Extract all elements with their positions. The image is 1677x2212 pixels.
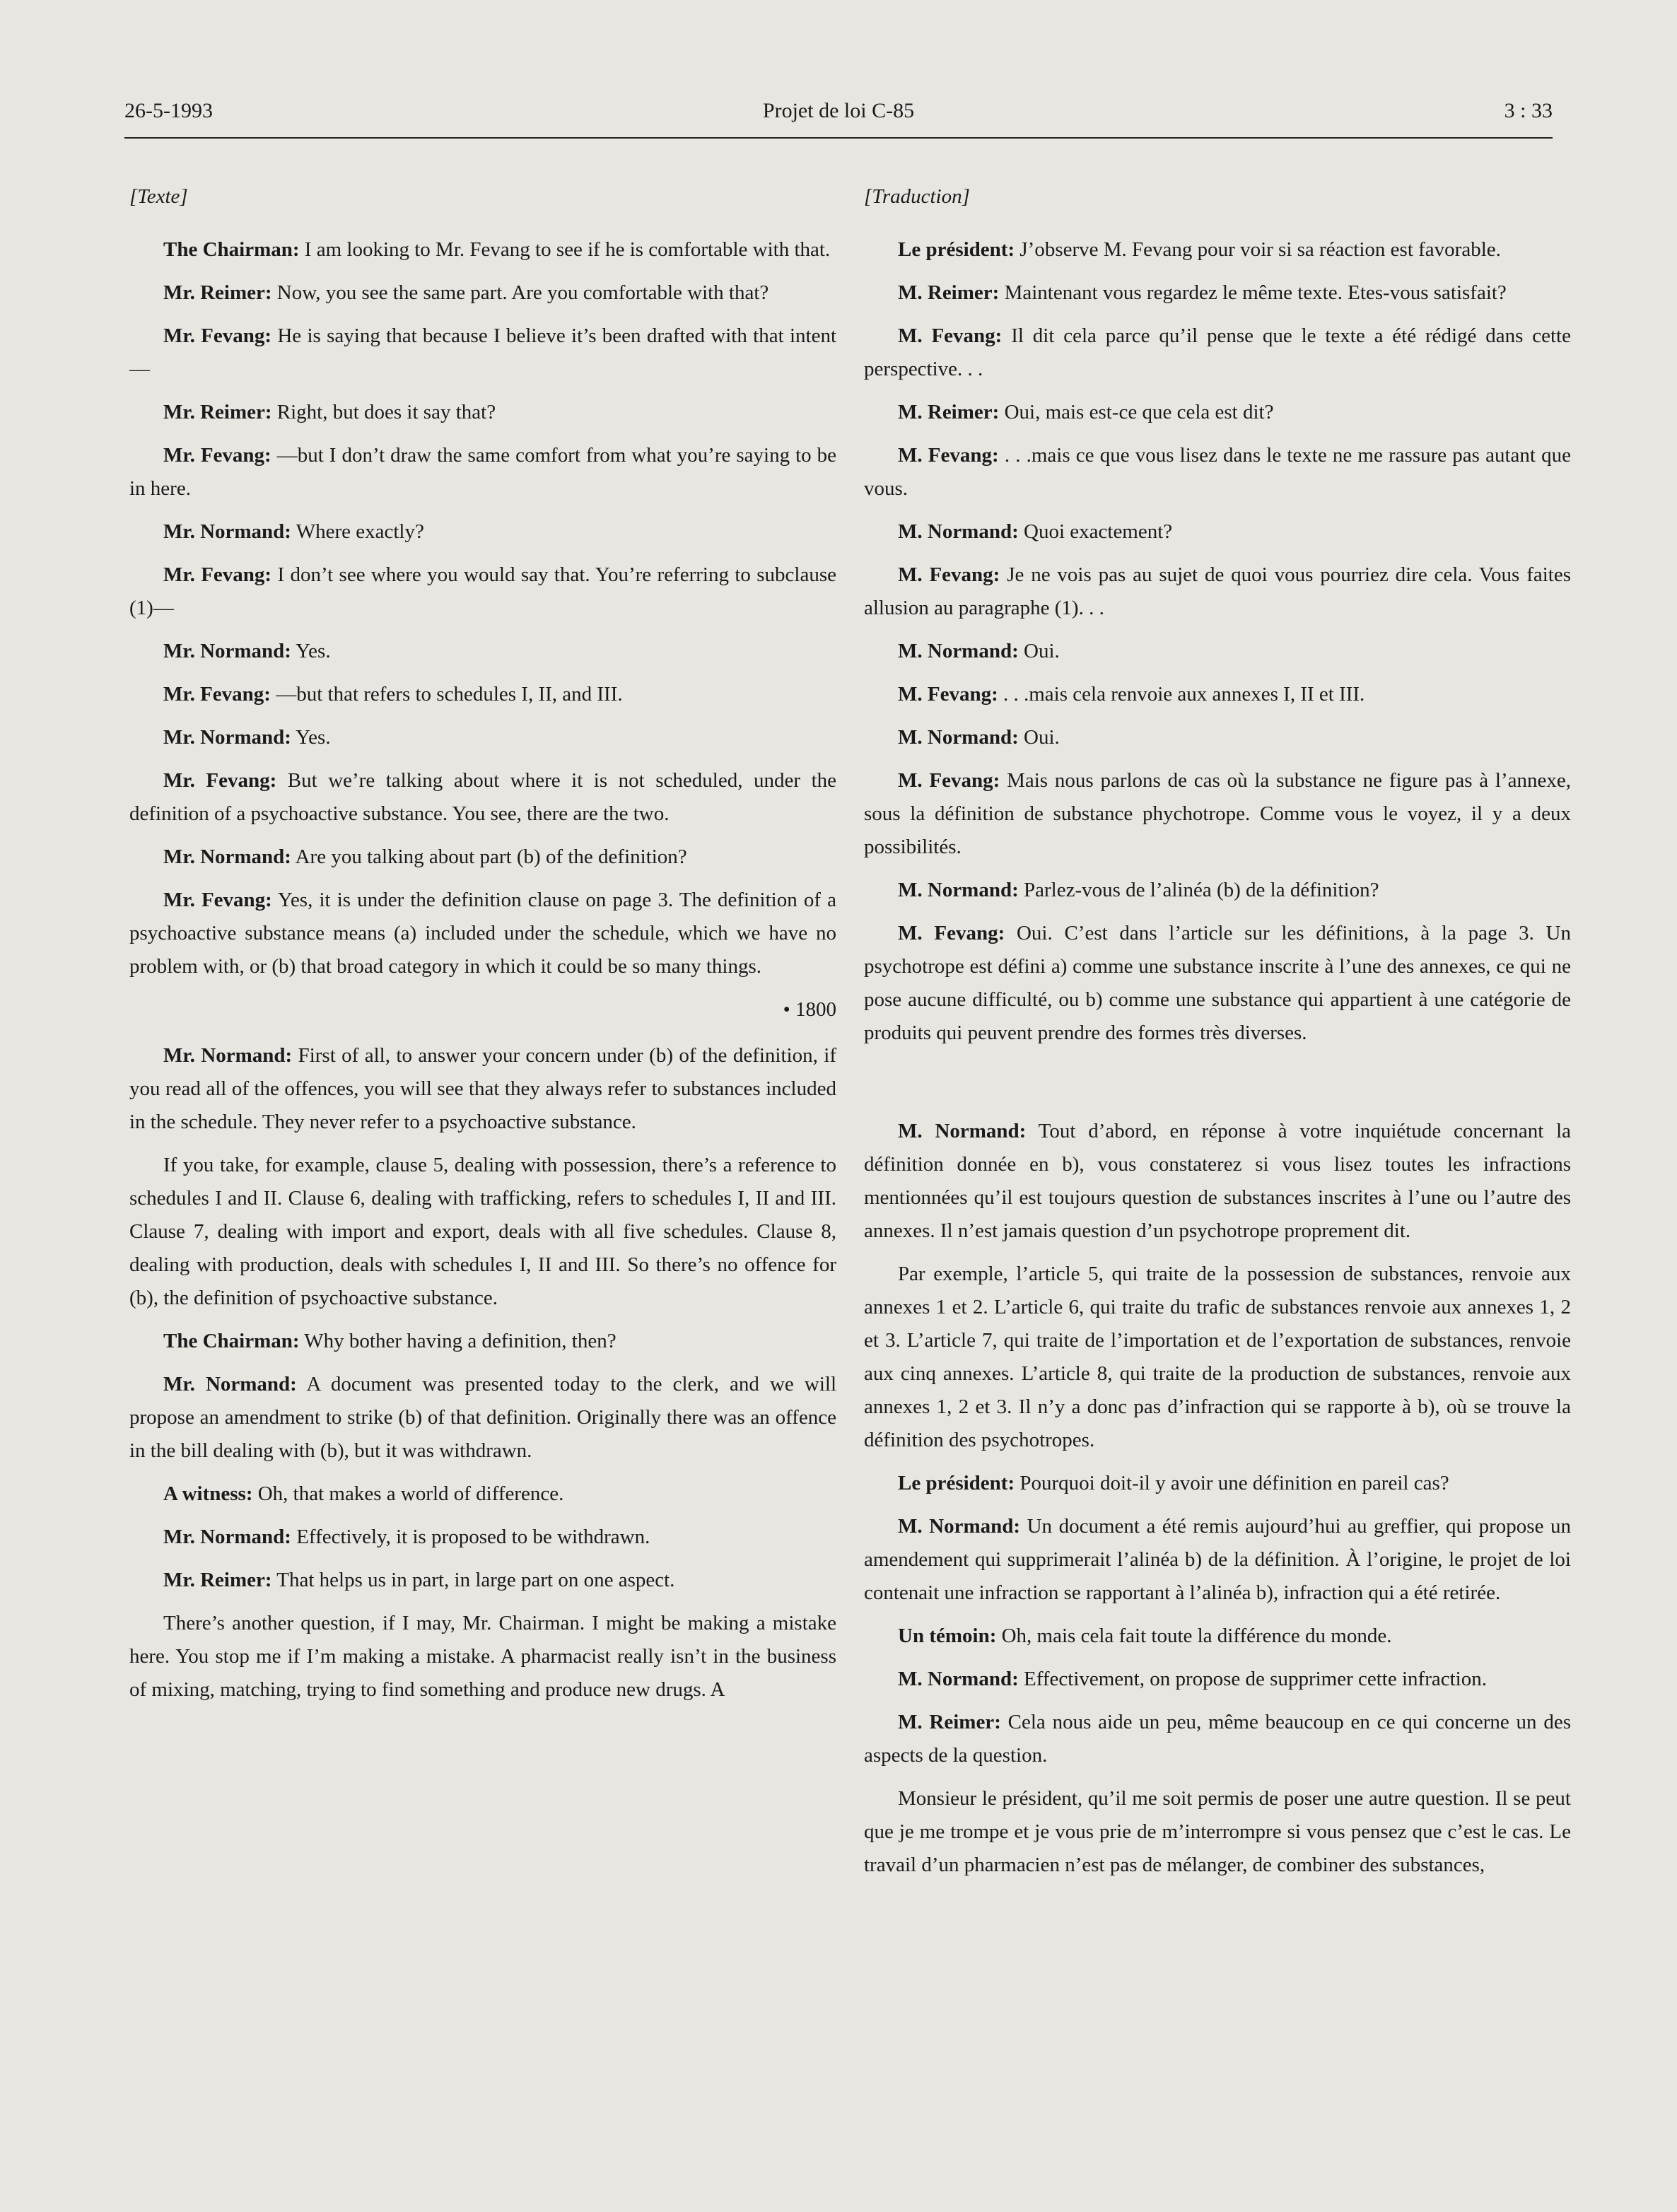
speaker-name: M. Normand: — [898, 1668, 1019, 1690]
speech-text: Il dit cela parce qu’il pense que le texte a été rédigé dans cette perspective. . . — [864, 324, 1571, 380]
speaker-name: M. Fevang: — [898, 769, 1000, 792]
speaker-name: Mr. Normand: — [163, 845, 291, 868]
english-paragraphs — [129, 233, 836, 983]
page-header — [124, 92, 1553, 139]
speaker-name: M. Normand: — [898, 1515, 1021, 1538]
speech-text: Cela nous aide un peu, même beaucoup en ce qui concerne un des aspects de la question. — [864, 1711, 1571, 1767]
speech-text: Why bother having a definition, then? — [299, 1330, 617, 1352]
speaker-name: M. Reimer: — [898, 281, 1000, 304]
speech-paragraph — [864, 276, 1571, 310]
speaker-name: Mr. Reimer: — [163, 281, 272, 304]
speaker-name: Un témoin: — [898, 1625, 997, 1647]
speech-text: Un document a été remis aujourd’hui au greffier, qui propose un amendement qui supprimerait l’alinéa b) de la définition. À l’origine, le projet de loi contenait une infraction se rapportant à l’alinéa b), infraction qui a été retirée. — [864, 1515, 1571, 1604]
speech-paragraph — [129, 320, 836, 386]
speech-text: Oui, mais est-ce que cela est dit? — [999, 401, 1274, 423]
speech-text: Monsieur le président, qu’il me soit permis de poser une autre question. Il se peut que je me trompe et je vous prie de m’interrompre si vous pensez que c’est le cas. Le travail d’un pharmacien n’est pas de mélanger, de combiner des substances, — [864, 1787, 1571, 1876]
speech-paragraph — [864, 1467, 1571, 1500]
speaker-name: M. Fevang: — [898, 563, 1000, 586]
speech-text: Oui. C’est dans l’article sur les définitions, à la page 3. Un psychotrope est défini a) comme une substance inscrite à l’une des annexes, ce qui ne pose aucune difficulté, ou b) comme une substance qui appartient à une catégorie de produits qui peuvent prendre des formes très diverses. — [864, 922, 1571, 1044]
speech-paragraph — [129, 1564, 836, 1597]
speaker-name: Mr. Fevang: — [163, 563, 272, 586]
speaker-name: M. Fevang: — [898, 444, 999, 467]
speech-text: Tout d’abord, en réponse à votre inquiétude concernant la définition donnée en b), vous constaterez si vous lisez toutes les infractions mentionnées qu’il est toujours question de substances inscrites à l’une ou l’autre des annexes. Il n’est jamais question d’un psychotrope proprement dit. — [864, 1120, 1572, 1242]
speaker-name: M. Normand: — [898, 726, 1019, 749]
speech-text: Pourquoi doit-il y avoir une définition en pareil cas? — [1015, 1472, 1449, 1494]
speech-text: If you take, for example, clause 5, dealing with possession, there’s a reference to schedules I and II. Clause 6, dealing with trafficking, refers to schedules I, II and III. Clause 7, dealing with import and export, deals with all five schedules. Clause 8, dealing with production, deals with schedules I, II and III. So there’s no offence for (b), the definition of psychoactive substance. — [129, 1154, 836, 1309]
french-column — [864, 180, 1571, 1892]
speech-paragraph — [864, 233, 1571, 267]
header-date: 26-5-1993 — [124, 99, 213, 122]
speech-paragraph — [864, 439, 1571, 505]
speech-paragraph — [129, 635, 836, 668]
speech-paragraph — [864, 320, 1571, 386]
speech-text: Oh, mais cela fait toute la différence du monde. — [996, 1625, 1392, 1647]
speech-text: First of all, to answer your concern under (b) of the definition, if you read all of the offences, you will see that they always refer to substances included in the schedule. They never refer to a psychoactive substance. — [129, 1044, 836, 1133]
speaker-name: Mr. Fevang: — [163, 444, 271, 467]
speaker-name: Mr. Normand: — [163, 1373, 297, 1395]
speaker-name: M. Fevang: — [898, 683, 998, 706]
speech-text: Where exactly? — [291, 520, 424, 543]
speech-paragraph — [864, 1620, 1571, 1653]
speech-paragraph — [864, 515, 1571, 549]
speech-paragraph — [129, 764, 836, 831]
speaker-name: Mr. Normand: — [163, 640, 291, 662]
speaker-name: Mr. Normand: — [163, 726, 291, 749]
speech-text: Right, but does it say that? — [271, 401, 496, 423]
speech-text: Effectively, it is proposed to be withdrawn. — [291, 1526, 650, 1548]
french-paragraphs-continued — [864, 1115, 1571, 1882]
speaker-name: Mr. Reimer: — [163, 1569, 272, 1591]
speech-text: I am looking to Mr. Fevang to see if he is comfortable with that. — [299, 238, 831, 261]
speech-text: Effectivement, on propose de supprimer cette infraction. — [1018, 1668, 1487, 1690]
header-page-number: 3 : 33 — [1504, 99, 1553, 122]
speaker-name: Mr. Normand: — [163, 1526, 291, 1548]
speech-paragraph — [864, 1782, 1571, 1882]
french-paragraphs — [864, 233, 1571, 1050]
speaker-name: M. Normand: — [898, 640, 1019, 662]
header-title: Projet de loi C-85 — [762, 99, 915, 122]
speaker-name: Mr. Normand: — [163, 520, 291, 543]
speech-paragraph — [129, 1521, 836, 1554]
speech-text: Oui. — [1018, 640, 1060, 662]
speech-text: There’s another question, if I may, Mr. Chairman. I might be making a mistake here. You stop me if I’m making a mistake. A pharmacist really isn’t in the business of mixing, matching, trying to find something and produce new drugs. A — [129, 1612, 836, 1701]
speaker-name: Mr. Fevang: — [163, 889, 272, 911]
speech-paragraph — [129, 396, 836, 429]
speech-paragraph — [129, 884, 836, 983]
speech-paragraph — [129, 1607, 836, 1707]
speaker-name: M. Normand: — [898, 1120, 1027, 1142]
speech-text: Are you talking about part (b) of the definition? — [291, 845, 687, 868]
speech-paragraph — [864, 1258, 1571, 1457]
speaker-name: Mr. Fevang: — [163, 683, 271, 706]
speech-text: Yes. — [291, 640, 331, 662]
english-paragraphs-continued — [129, 1039, 836, 1707]
speech-text: Oh, that makes a world of difference. — [252, 1482, 564, 1505]
speech-paragraph — [129, 1368, 836, 1468]
speaker-name: Mr. Normand: — [163, 1044, 293, 1067]
section-label-texte: [Texte] — [129, 185, 188, 208]
speech-paragraph — [864, 1706, 1571, 1772]
speech-paragraph — [129, 1325, 836, 1358]
speech-paragraph — [864, 558, 1571, 625]
speech-paragraph — [129, 1477, 836, 1511]
speech-text: Oui. — [1018, 726, 1060, 749]
speech-text: Parlez-vous de l’alinéa (b) de la définition? — [1018, 879, 1379, 901]
english-column — [129, 180, 836, 1716]
speech-text: A document was presented today to the clerk, and we will propose an amendment to strike (b) of that definition. Originally there was an offence in the bill dealing with (b), but it was withdrawn. — [129, 1373, 837, 1462]
speech-paragraph — [129, 678, 836, 711]
speaker-name: The Chairman: — [163, 238, 300, 261]
speech-paragraph — [864, 396, 1571, 429]
speech-paragraph — [129, 439, 836, 505]
speech-paragraph — [864, 721, 1571, 754]
speech-text: —but that refers to schedules I, II, and III. — [270, 683, 623, 706]
speaker-name: M. Reimer: — [898, 1711, 1001, 1733]
speech-paragraph — [129, 276, 836, 310]
speech-paragraph — [129, 233, 836, 267]
speech-text: J’observe M. Fevang pour voir si sa réaction est favorable. — [1015, 238, 1501, 261]
speaker-name: Mr. Reimer: — [163, 401, 272, 423]
speech-paragraph — [129, 841, 836, 874]
section-label-traduction: [Traduction] — [864, 185, 970, 208]
speech-paragraph — [129, 558, 836, 625]
speaker-name: M. Fevang: — [898, 324, 1003, 347]
marker-spacer — [864, 1060, 1571, 1115]
speech-paragraph — [864, 1510, 1571, 1610]
speech-paragraph — [129, 1039, 836, 1139]
speech-paragraph — [129, 515, 836, 549]
speech-paragraph — [129, 721, 836, 754]
speech-paragraph — [864, 635, 1571, 668]
speaker-name: The Chairman: — [163, 1330, 300, 1352]
speech-text: Yes, it is under the definition clause on page 3. The definition of a psychoactive substance means (a) included under the schedule, which we have no problem with, or (b) that broad category in which it could be so many things. — [129, 889, 837, 978]
speech-text: —but I don’t draw the same comfort from what you’re saying to be in here. — [129, 444, 837, 500]
speech-paragraph — [864, 1115, 1571, 1248]
speech-text: Now, you see the same part. Are you comfortable with that? — [271, 281, 769, 304]
speaker-name: M. Normand: — [898, 520, 1019, 543]
speech-text: . . .mais ce que vous lisez dans le texte ne me rassure pas autant que vous. — [864, 444, 1571, 500]
speaker-name: A witness: — [163, 1482, 253, 1505]
speech-paragraph — [864, 1663, 1571, 1696]
speaker-name: M. Reimer: — [898, 401, 1000, 423]
speech-text: Yes. — [291, 726, 331, 749]
speech-paragraph — [864, 764, 1571, 864]
speech-text: Maintenant vous regardez le même texte. Etes-vous satisfait? — [999, 281, 1507, 304]
speech-text: But we’re talking about where it is not scheduled, under the definition of a psychoactive substance. You see, there are the two. — [129, 769, 837, 825]
speaker-name: M. Fevang: — [898, 922, 1005, 944]
speaker-name: Mr. Fevang: — [163, 769, 277, 792]
speech-paragraph — [864, 874, 1571, 907]
speech-text: Mais nous parlons de cas où la substance ne figure pas à l’annexe, sous la définition de substance phychotrope. Comme vous le voyez, il y a deux possibilités. — [864, 769, 1572, 858]
speech-text: Par exemple, l’article 5, qui traite de la possession de substances, renvoie aux annexes 1 et 2. L’article 6, qui traite du trafic de substances renvoie aux annexes 1, 2 et 3. L’article 7, qui traite de l’importation et de l’exportation de substances, renvoie aux cinq annexes. L’article 8, qui traite de la production de substances, renvoie aux annexes 1, 2 et 3. Il n’y a donc pas d’infraction qui se rapporte à b), où se trouve la définition des psychotropes. — [864, 1263, 1571, 1451]
speaker-name: Mr. Fevang: — [163, 324, 272, 347]
speaker-name: Le président: — [898, 238, 1015, 261]
speech-text: Je ne vois pas au sujet de quoi vous pourriez dire cela. Vous faites allusion au paragraphe (1). . . — [864, 563, 1571, 619]
speech-text: . . .mais cela renvoie aux annexes I, II et III. — [998, 683, 1365, 706]
speech-paragraph — [864, 917, 1571, 1050]
speech-text: That helps us in part, in large part on one aspect. — [271, 1569, 675, 1591]
speech-paragraph — [129, 1149, 836, 1315]
speaker-name: M. Normand: — [898, 879, 1019, 901]
speech-text: Quoi exactement? — [1018, 520, 1173, 543]
time-marker: • 1800 — [783, 998, 836, 1021]
speech-text: He is saying that because I believe it’s been drafted with that intent— — [129, 324, 836, 380]
speech-text: I don’t see where you would say that. You’re referring to subclause (1)— — [129, 563, 836, 619]
speaker-name: Le président: — [898, 1472, 1015, 1494]
speech-paragraph — [864, 678, 1571, 711]
